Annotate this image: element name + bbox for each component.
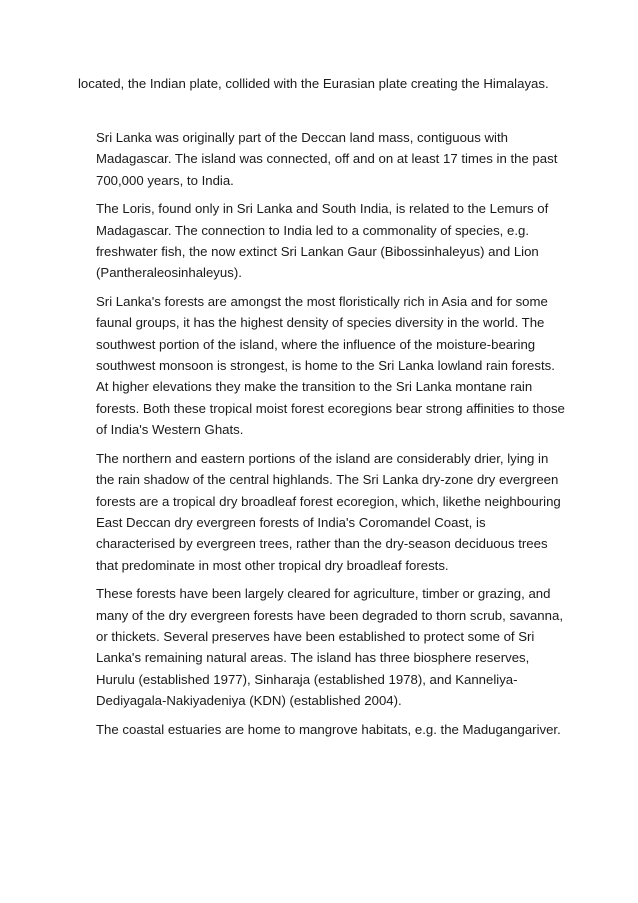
lead-paragraph: located, the Indian plate, collided with the Eurasian plate creating the Himalayas. [78, 76, 549, 91]
paragraph-estuaries: The coastal estuaries are home to mangrove habitats, e.g. the Madugangariver. [96, 721, 561, 737]
body-text [96, 127, 566, 747]
paragraph-dry-zone: The northern and eastern portions of the island are considerably drier, lying in the rain shadow of the central highlands. The Sri Lanka dry-zone dry evergreen forests are a tropical dry broadleaf forest ecoregion, which, likethe neighbouring East Deccan dry evergreen forests of India's Coromandel Coast, is characterised by evergreen trees, rather than the dry-season deciduous trees that predominate in most other tropical dry broadleaf forests. [96, 450, 561, 573]
paragraph-preserves: These forests have been largely cleared for agriculture, timber or grazing, and many of the dry evergreen forests have been degraded to thorn scrub, savanna, or thickets. Several preserves have been established to protect some of Sri Lanka's remaining natural areas. The island has three biosphere reserves, Hurulu (established 1977), Sinharaja (established 1978), and Kanneliya-Dediyagala-Nakiyadeniya (KDN) (established 2004). [96, 586, 563, 709]
paragraph-loris: The Loris, found only in Sri Lanka and South India, is related to the Lemurs of Madagascar. The connection to India led to a commonality of species, e.g. freshwater fish, the now extinct Sri Lankan Gaur (Bibossinhaleyus) and Lion (Pantheraleosinhaleyus). [96, 201, 549, 281]
paragraph-forests: Sri Lanka's forests are amongst the most floristically rich in Asia and for some faunal groups, it has the highest density of species diversity in the world. The southwest portion of the island, where the influence of the moisture-bearing southwest monsoon is strongest, is home to the Sri Lanka lowland rain forests. At higher elevations they make the transition to the Sri Lanka montane rain forests. Both these tropical moist forest ecoregions bear strong affinities to those of India's Western Ghats. [96, 293, 565, 438]
paragraph-deccan: Sri Lanka was originally part of the Deccan land mass, contiguous with Madagascar. The island was connected, off and on at least 17 times in the past 700,000 years, to India. [96, 130, 558, 188]
